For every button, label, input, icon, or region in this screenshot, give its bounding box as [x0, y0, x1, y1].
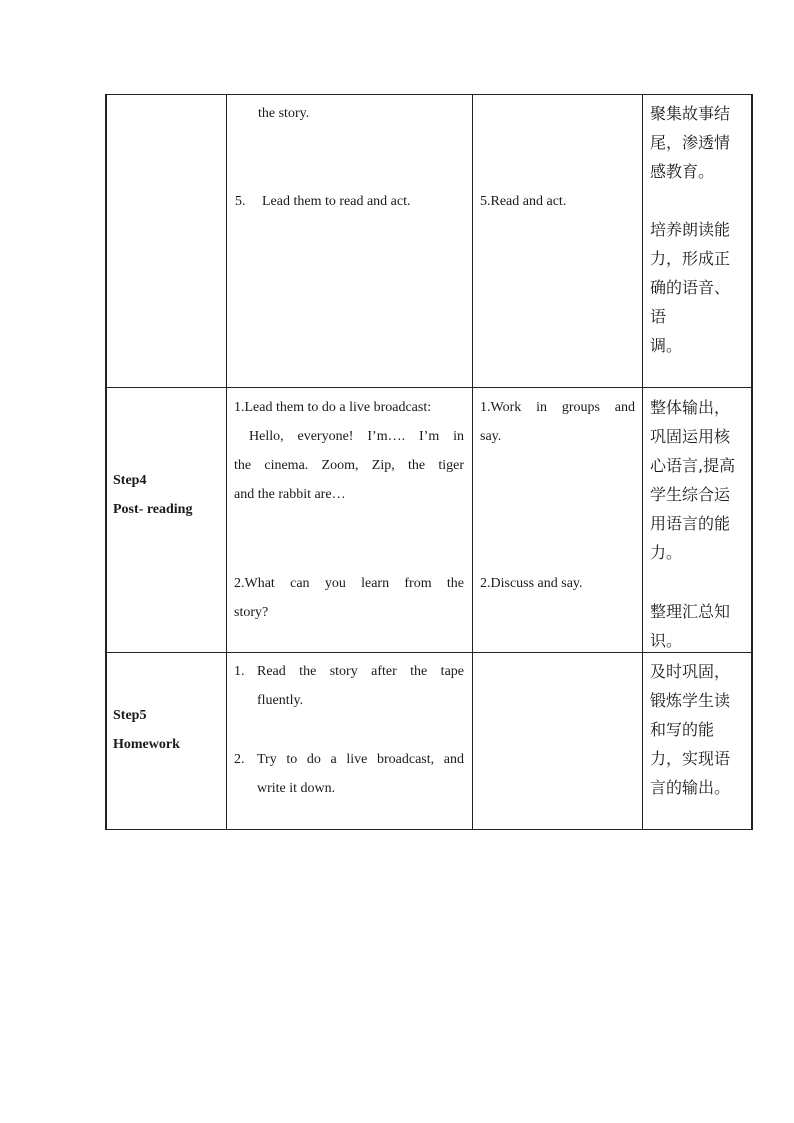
table-border-top [105, 94, 753, 95]
step-title: Post- reading [113, 502, 193, 517]
column-divider [226, 94, 227, 830]
teacher-activity-line: and the rabbit are… [234, 487, 346, 502]
purpose-line: 及时巩固， [650, 662, 731, 681]
teacher-activity-line: 1.Lead them to do a live broadcast: [234, 400, 432, 415]
teacher-activity-line: fluently. [257, 693, 304, 708]
purpose-line: 感教育。 [650, 162, 715, 181]
teacher-activity-number: 5. [235, 194, 246, 209]
purpose-line: 语 [650, 307, 667, 326]
student-activity-line: say. [480, 429, 502, 444]
teacher-activity-line: story? [234, 605, 269, 620]
step-label: Step5 [113, 708, 147, 723]
purpose-line: 和写的能 [650, 720, 715, 739]
table-border-bottom [105, 829, 753, 830]
teacher-activity-number: 2. [234, 752, 245, 767]
purpose-line: 整理汇总知 [650, 602, 731, 621]
teacher-activity-line: the story. [258, 106, 310, 121]
purpose-line: 识。 [650, 631, 683, 650]
purpose-line: 学生综合运 [650, 485, 731, 504]
teacher-activity-line: write it down. [257, 781, 336, 796]
table-border-right [751, 94, 753, 830]
column-divider [642, 94, 643, 830]
teacher-activity-line: 2.What can you learn from the [234, 576, 464, 591]
teacher-activity-line: Try to do a live broadcast, and [257, 752, 464, 767]
purpose-line: 尾，渗透情 [650, 133, 731, 152]
purpose-line: 巩固运用核 [650, 427, 731, 446]
purpose-line: 言的输出。 [650, 778, 731, 797]
purpose-line: 力，形成正 [650, 249, 731, 268]
purpose-line: 力。 [650, 543, 683, 562]
student-activity-line: 5.Read and act. [480, 194, 567, 209]
purpose-line: 力，实现语 [650, 749, 731, 768]
teacher-activity-line: the cinema. Zoom, Zip, the tiger [234, 458, 464, 473]
purpose-line: 整体输出， [650, 398, 731, 417]
column-divider [472, 94, 473, 830]
teacher-activity-number: 1. [234, 664, 245, 679]
purpose-line: 确的语音、 [650, 278, 731, 297]
purpose-line: 锻炼学生读 [650, 691, 731, 710]
purpose-line: 心语言,提高 [650, 456, 736, 475]
student-activity-line: 2.Discuss and say. [480, 576, 583, 591]
row-divider [105, 387, 753, 388]
table-border-left [105, 94, 107, 830]
purpose-line: 调。 [650, 336, 683, 355]
purpose-line: 培养朗读能 [650, 220, 731, 239]
teacher-activity-line: Lead them to read and act. [262, 194, 411, 209]
purpose-line: 聚集故事结 [650, 104, 731, 123]
teacher-activity-line: Hello, everyone! I’m…. I’m in [249, 429, 464, 444]
student-activity-line: 1.Work in groups and [480, 400, 635, 415]
lesson-plan-table [105, 94, 753, 830]
teacher-activity-line: Read the story after the tape [257, 664, 464, 679]
step-title: Homework [113, 737, 180, 752]
step-label: Step4 [113, 473, 147, 488]
purpose-line: 用语言的能 [650, 514, 731, 533]
